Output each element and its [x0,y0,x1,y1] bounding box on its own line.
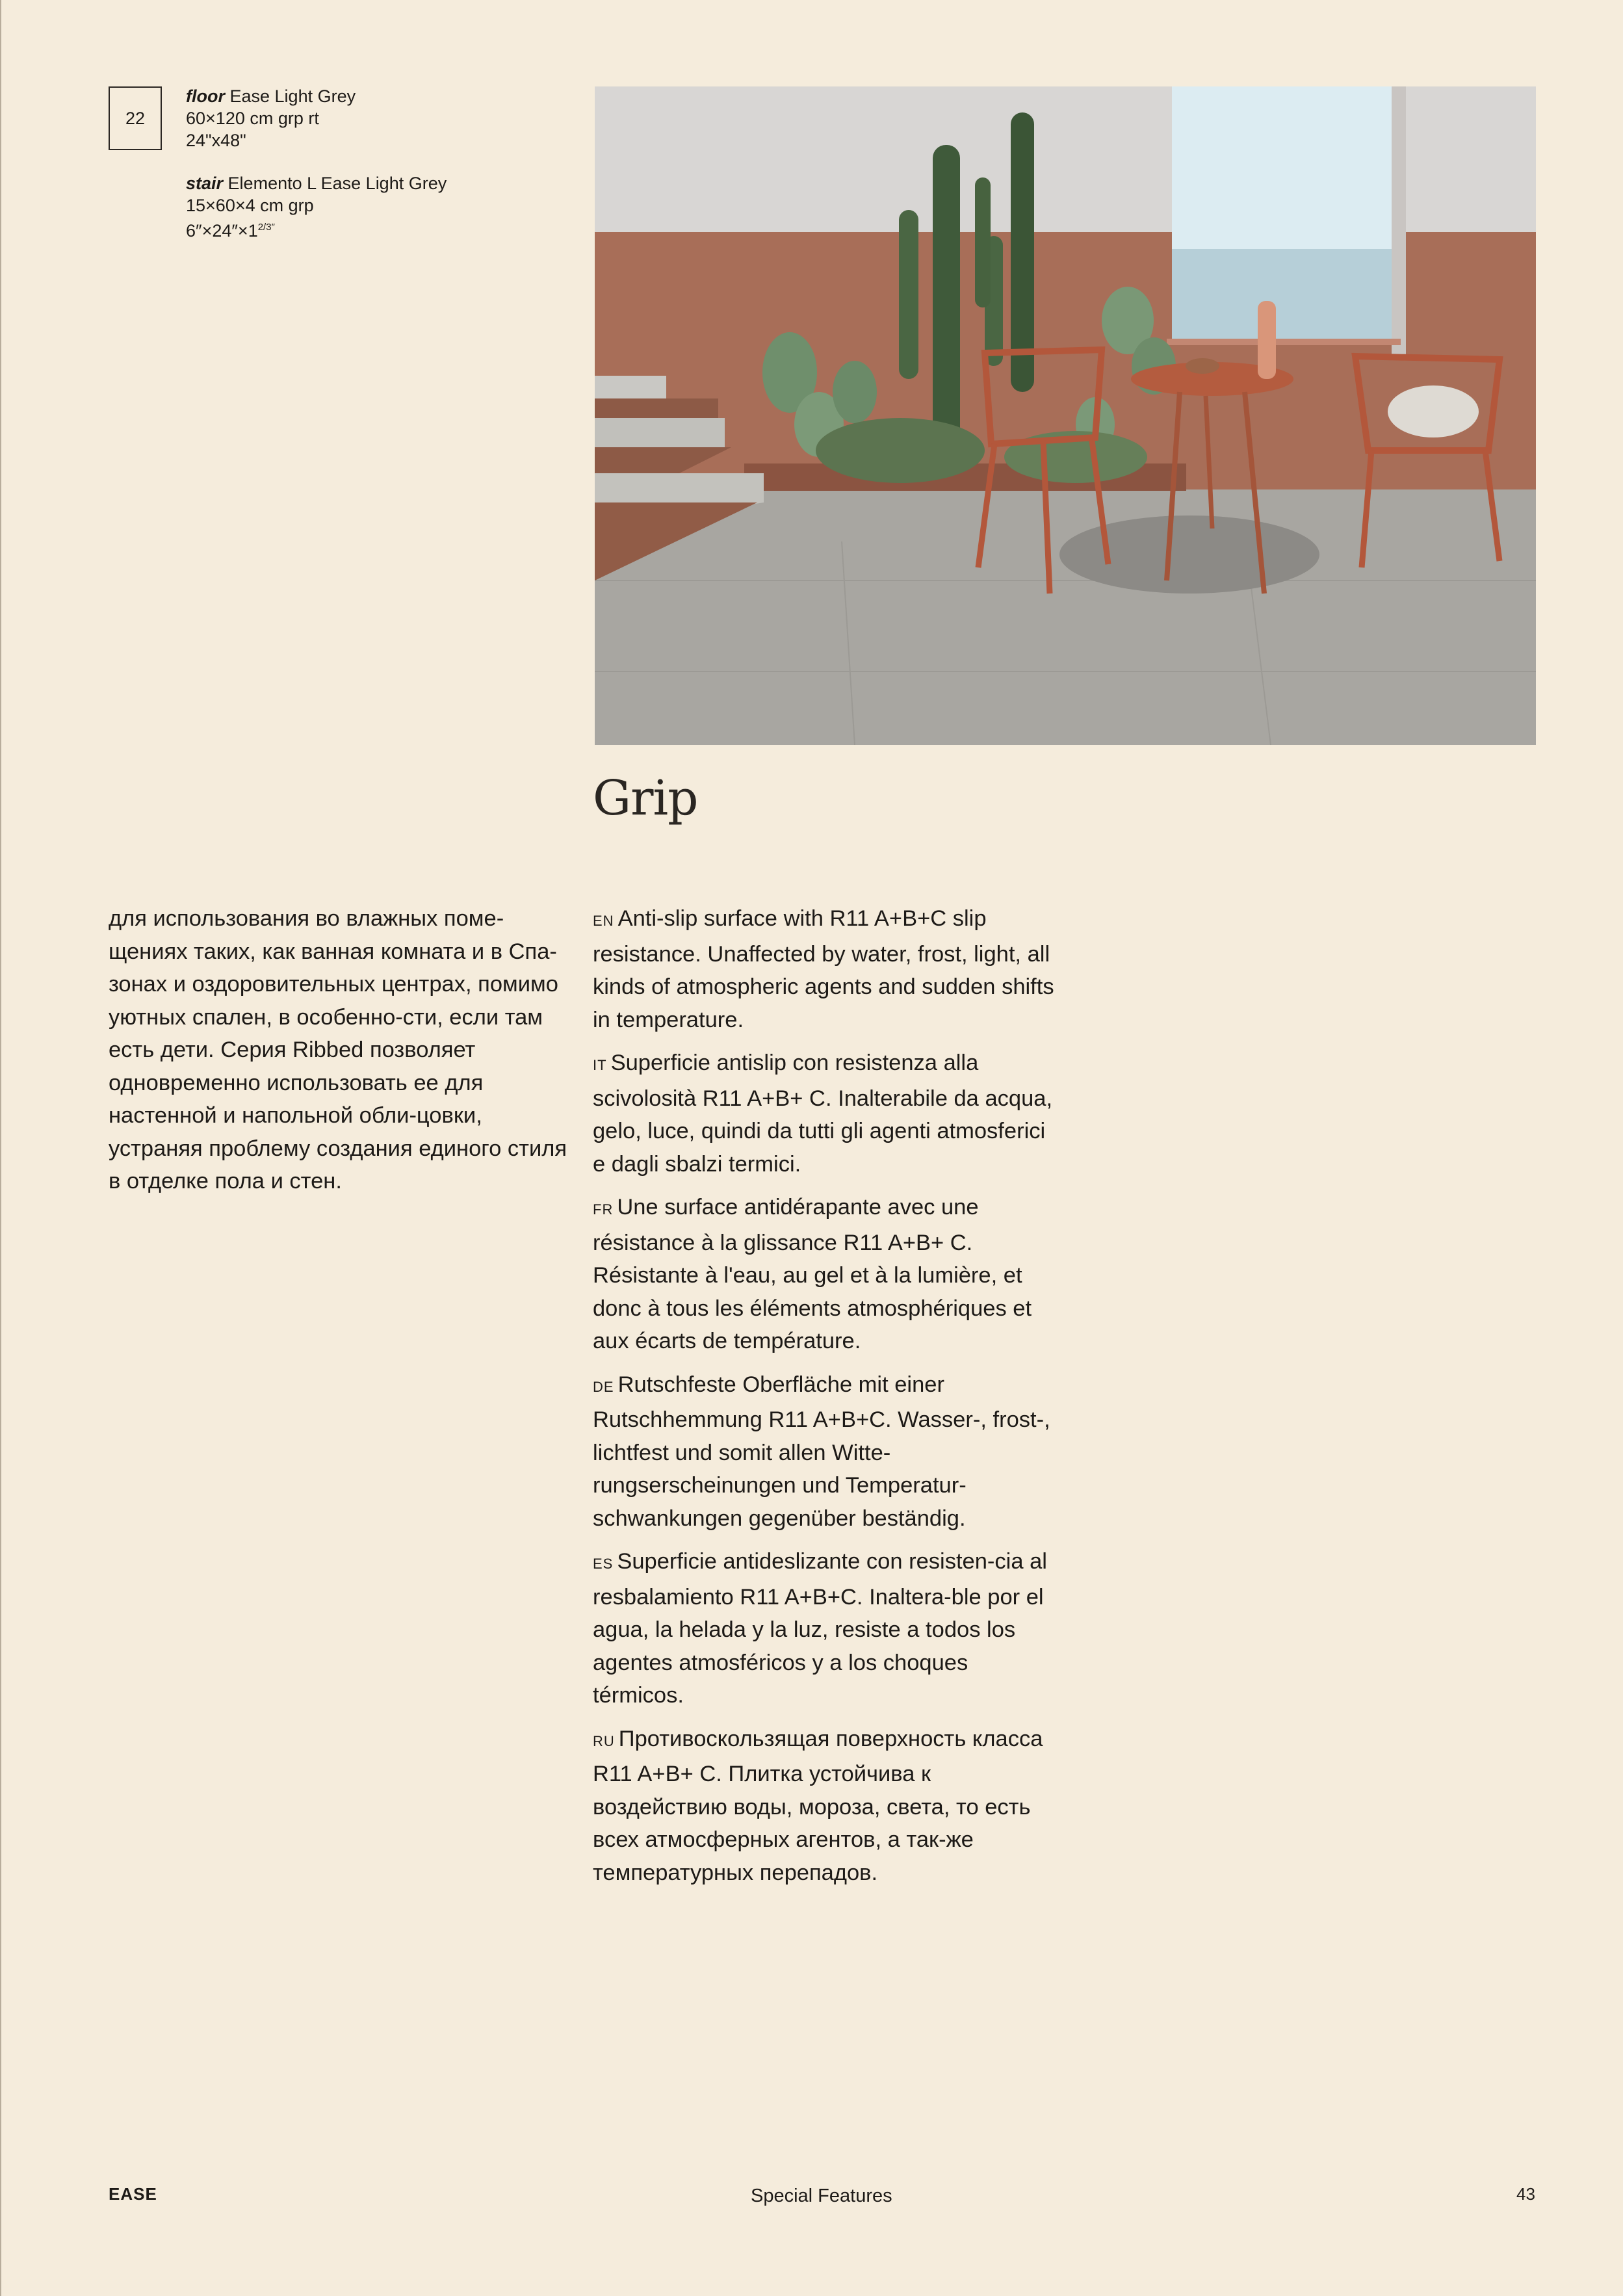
lang-code-de: DE [593,1378,614,1395]
section-title: Grip [593,770,698,826]
page-number: 43 [1516,2184,1535,2204]
caption-stair [186,172,447,242]
text-en: Anti-slip surface with R11 A+B+C slip resistance. Unaffected by water, frost, light, all kinds of atmospheric agents and sudden shifts in temperature. [593,906,1054,1032]
ru-intro-text: для использования во влажных поме-щениях таких, как ванная комната и в Спа-зонах и оздоровительных центрах, помимо уютных спален, в особенно-сти, если там есть дети. Серия Ribbed позволяет одновременно использовать ее для настенной и напольной обли-цовки, устраняя проблему создания единого стиля в отделке пола и стен. [109,906,567,1194]
floor-size-in: 24"x48" [186,131,246,150]
description-en [593,902,1061,1036]
lang-code-en: EN [593,913,614,929]
floor-size-cm: 60×120 cm grp rt [186,109,319,128]
text-de: Rutschfeste Oberfläche mit einer Rutschhemmung R11 A+B+C. Wasser-, frost-, lichtfest und somit allen Witte-rungserscheinungen und Temperatur-schwankungen gegenüber beständig. [593,1372,1050,1531]
stair-label: stair [186,174,224,193]
lang-code-it: IT [593,1057,607,1073]
text-es: Superficie antideslizante con resisten-cia al resbalamiento R11 A+B+C. Inaltera-ble por el agua, la helada y la luz, resiste a todos los agentes atmosféricos y a los choques térmicos. [593,1549,1047,1708]
stair-size-in: 6″×24″×1 [186,221,258,241]
text-fr: Une surface antidérapante avec une résistance à la glissance R11 A+B+ C. Résistante à l'eau, au gel et à la lumière, et donc à tous les éléments atmosphériques et aux écarts de température. [593,1195,1032,1353]
floor-name: Ease Light Grey [225,86,356,106]
description-it [593,1047,1061,1181]
description-de [593,1368,1061,1535]
text-it: Superficie antislip con resistenza alla scivolosità R11 A+B+ C. Inalterabile da acqua, gelo, luce, quindi da tutti gli agenti atmosferici e dagli sbalzi termici. [593,1050,1053,1177]
caption-number-box [109,86,162,150]
description-es [593,1545,1061,1712]
terrace-photo [595,86,1536,745]
ru-intro-column [109,902,577,1198]
caption-floor [186,85,356,151]
page-edge [0,0,1,2296]
footer-collection: EASE [109,2184,157,2204]
floor-label: floor [186,86,225,106]
description-ru [593,1723,1061,1890]
text-ru: Противоскользящая поверхность класса R11 A+B+ C. Плитка устойчива к воздействию воды, мороза, света, то есть всех атмосферных агентов, а так-же температурных перепадов. [593,1726,1043,1885]
stair-size-cm: 15×60×4 cm grp [186,196,314,215]
lang-code-fr: FR [593,1201,614,1218]
footer-section: Special Features [751,2185,892,2206]
multilingual-column [593,902,1061,1899]
description-fr [593,1191,1061,1358]
stair-size-in-sup: 2/3″ [257,222,275,233]
stair-name: Elemento L Ease Light Grey [223,174,447,193]
caption-number: 22 [125,108,146,128]
lang-code-es: ES [593,1556,614,1572]
lang-code-ru: RU [593,1732,615,1749]
